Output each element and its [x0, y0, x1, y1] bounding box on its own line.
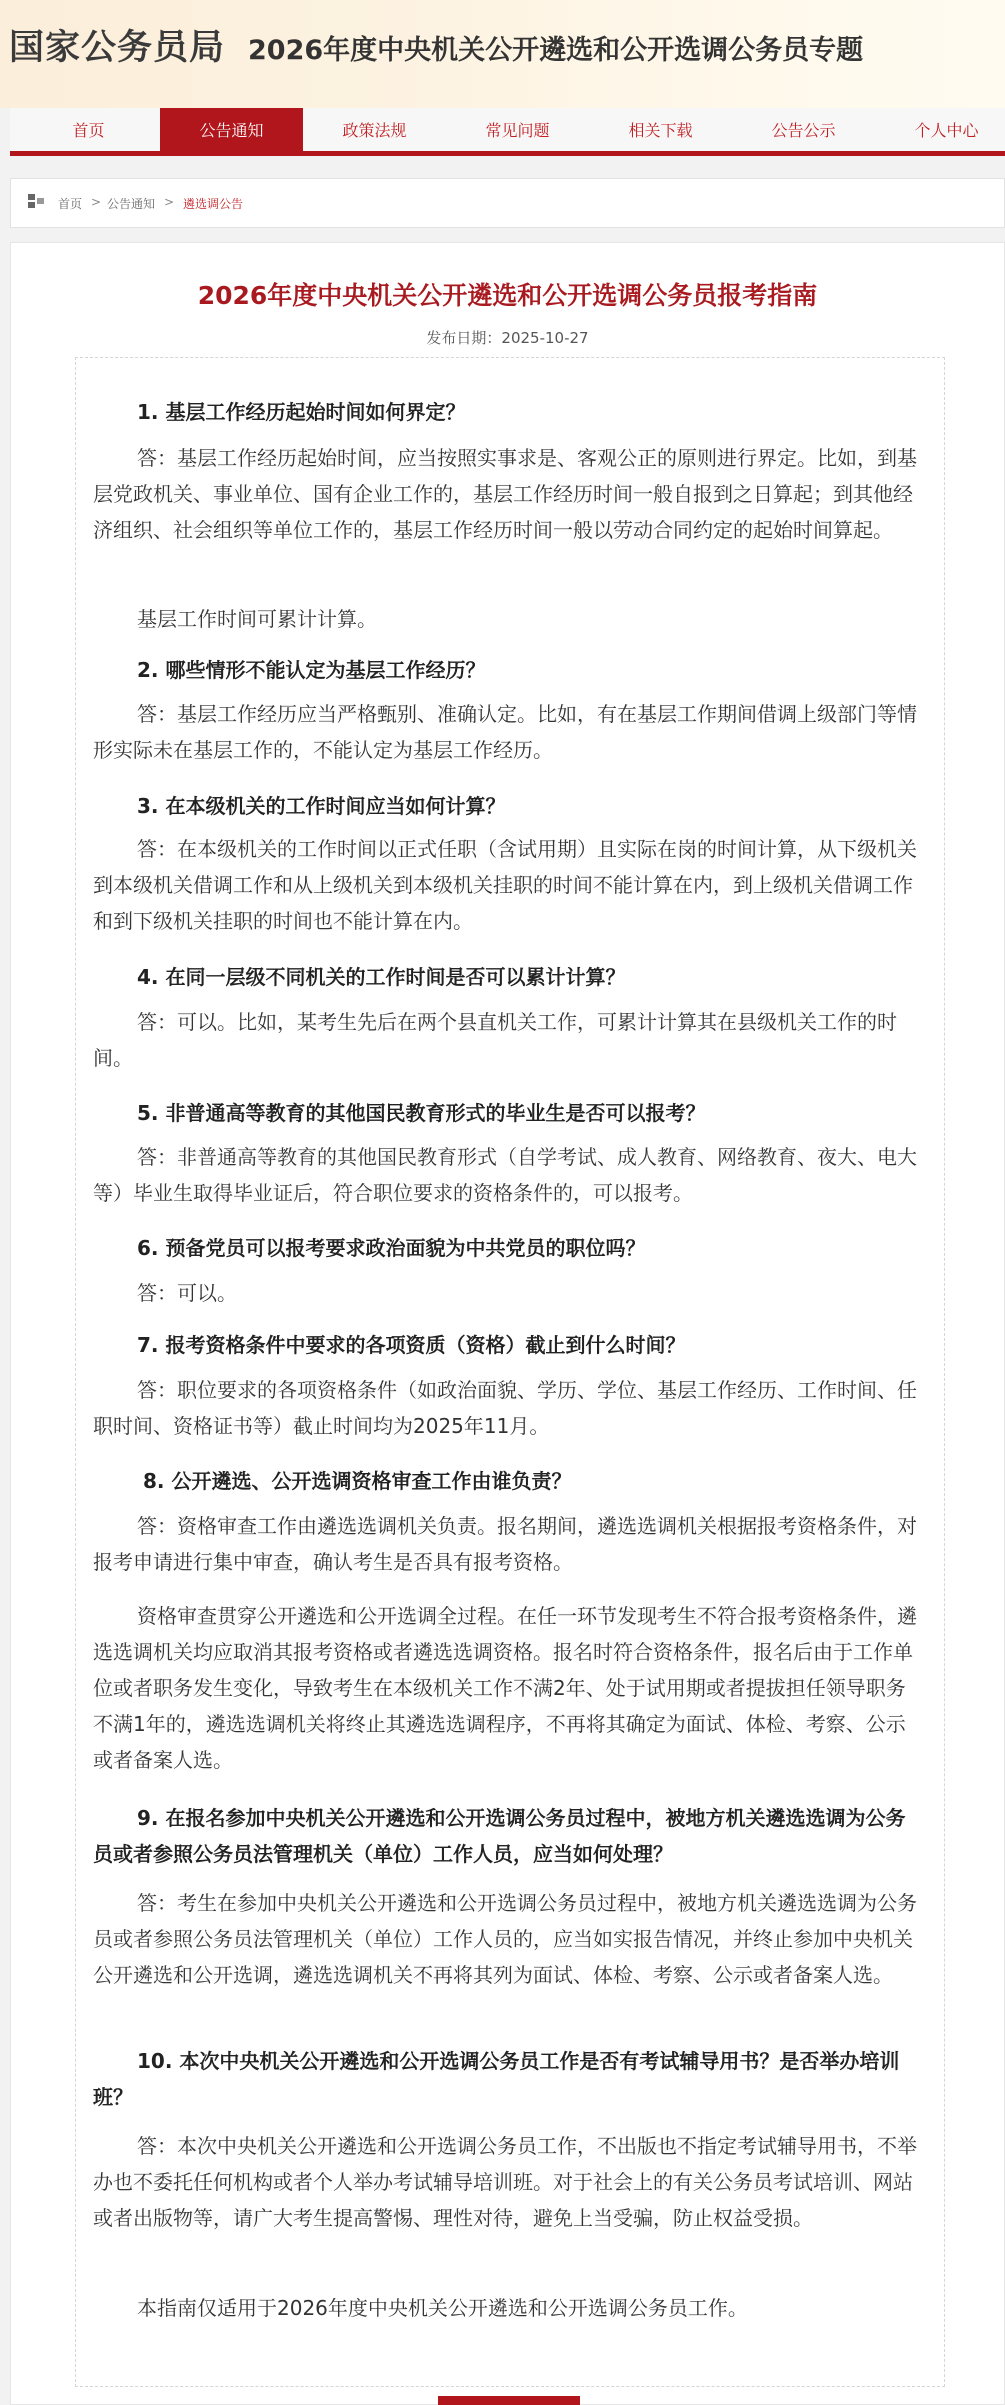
- answer-4: 答：可以。比如，某考生先后在两个县直机关工作，可累计计算其在县级机关工作的时间。: [93, 1010, 897, 1070]
- question-1: 1. 基层工作经历起始时间如何界定？: [137, 400, 466, 424]
- question-7: 7. 报考资格条件中要求的各项资质（资格）截止到什么时间？: [137, 1333, 686, 1357]
- answer-8-detail: 资格审查贯穿公开遴选和公开选调全过程。在任一环节发现考生不符合报考资格条件，遴选选调机关均应取消其报考资格或者遴选选调资格。报名时符合资格条件，报名后由于工作单位或者职务发生变化，导致考生在本级机关工作不满2年、处于试用期或者提拔担任领导职务不满1年的，遴选选调机关将终止其遴选选调程序，不再将其确定为面试、体检、考察、公示或者备案人选。: [93, 1604, 917, 1772]
- nav-item-personal-center[interactable]: 个人中心: [914, 121, 979, 140]
- question-9: 9. 在报名参加中央机关公开遴选和公开选调公务员过程中，被地方机关遴选选调为公务员或者参照公务员法管理机关（单位）工作人员，应当如何处理？: [93, 1806, 906, 1866]
- answer-9: 答：考生在参加中央机关公开遴选和公开选调公务员过程中，被地方机关遴选选调为公务员或者参照公务员法管理机关（单位）工作人员的，应当如实报告情况，并终止参加中央机关公开遴选和公开选调，遴选选调机关不再将其列为面试、体检、考察、公示或者备案人选。: [93, 1891, 917, 1987]
- question-4: 4. 在同一层级不同机关的工作时间是否可以累计计算？: [137, 965, 626, 989]
- question-3: 3. 在本级机关的工作时间应当如何计算？: [137, 794, 506, 818]
- main-nav: [10, 108, 1005, 156]
- bottom-action-button[interactable]: [438, 2396, 580, 2405]
- answer-1-note: 基层工作时间可累计计算。: [137, 607, 377, 631]
- answer-5: 答：非普通高等教育的其他国民教育形式（自学考试、成人教育、网络教育、夜大、电大等）毕业生取得毕业证后，符合职位要求的资格条件的，可以报考。: [93, 1145, 917, 1205]
- breadcrumb: [10, 178, 1005, 228]
- nav-item-announcements[interactable]: 公告通知: [160, 108, 303, 151]
- answer-10: 答：本次中央机关公开遴选和公开选调公务员工作，不出版也不指定考试辅导用书，不举办也不委托任何机构或者个人举办考试辅导培训班。对于社会上的有关公务员考试培训、网站或者出版物等，请广大考生提高警惕、理性对待，避免上当受骗，防止权益受损。: [93, 2134, 917, 2230]
- nav-item-home[interactable]: 首页: [72, 121, 105, 140]
- question-8: 8. 公开遴选、公开选调资格审查工作由谁负责？: [143, 1469, 572, 1493]
- answer-8: 答：资格审查工作由遴选选调机关负责。报名期间，遴选选调机关根据报考资格条件，对报考申请进行集中审查，确认考生是否具有报考资格。: [93, 1514, 917, 1574]
- question-6: 6. 预备党员可以报考要求政治面貌为中共党员的职位吗？: [137, 1236, 646, 1260]
- answer-7: 答：职位要求的各项资格条件（如政治面貌、学历、学位、基层工作经历、工作时间、任职时间、资格证书等）截止时间均为2025年11月。: [93, 1378, 917, 1438]
- breadcrumb-announcements[interactable]: 公告通知: [107, 197, 156, 211]
- site-name[interactable]: 国家公务员局: [9, 28, 226, 68]
- question-2: 2. 哪些情形不能认定为基层工作经历？: [137, 658, 486, 682]
- question-5: 5. 非普通高等教育的其他国民教育形式的毕业生是否可以报考？: [137, 1101, 706, 1125]
- nav-item-policies[interactable]: 政策法规: [342, 121, 407, 140]
- breadcrumb-current: 遴选调公告: [183, 197, 244, 211]
- breadcrumb-separator: >: [91, 195, 102, 209]
- topic-title: 2026年度中央机关公开遴选和公开选调公务员专题: [248, 35, 864, 66]
- question-10: 10. 本次中央机关公开遴选和公开选调公务员工作是否有考试辅导用书？是否举办培训班？: [93, 2049, 900, 2109]
- closing-note: 本指南仅适用于2026年度中央机关公开遴选和公开选调公务员工作。: [137, 2296, 748, 2320]
- location-icon: [28, 194, 44, 208]
- answer-6: 答：可以。: [137, 1281, 237, 1305]
- breadcrumb-separator: >: [164, 195, 175, 209]
- answer-1: 答：基层工作经历起始时间，应当按照实事求是、客观公正的原则进行界定。比如，到基层党政机关、事业单位、国有企业工作的，基层工作经历时间一般自报到之日算起；到其他经济组织、社会组织等单位工作的，基层工作经历时间一般以劳动合同约定的起始时间算起。: [93, 446, 917, 542]
- nav-item-notices[interactable]: 公告公示: [771, 121, 836, 140]
- breadcrumb-home[interactable]: 首页: [58, 197, 83, 211]
- site-header: [0, 0, 1005, 108]
- answer-3: 答：在本级机关的工作时间以正式任职（含试用期）且实际在岗的时间计算，从下级机关到本级机关借调工作和从上级机关到本级机关挂职的时间不能计算在内，到上级机关借调工作和到下级机关挂职的时间也不能计算在内。: [93, 837, 917, 933]
- publish-date: [0, 327, 1005, 348]
- publish-date-value: 2025-10-27: [501, 329, 589, 347]
- answer-2: 答：基层工作经历应当严格甄别、准确认定。比如，有在基层工作期间借调上级部门等情形实际未在基层工作的，不能认定为基层工作经历。: [93, 702, 917, 762]
- publish-date-label: 发布日期：: [426, 329, 502, 347]
- nav-item-faq[interactable]: 常见问题: [485, 121, 550, 140]
- article-title: 2026年度中央机关公开遴选和公开选调公务员报考指南: [197, 281, 818, 310]
- nav-item-downloads[interactable]: 相关下载: [628, 121, 693, 140]
